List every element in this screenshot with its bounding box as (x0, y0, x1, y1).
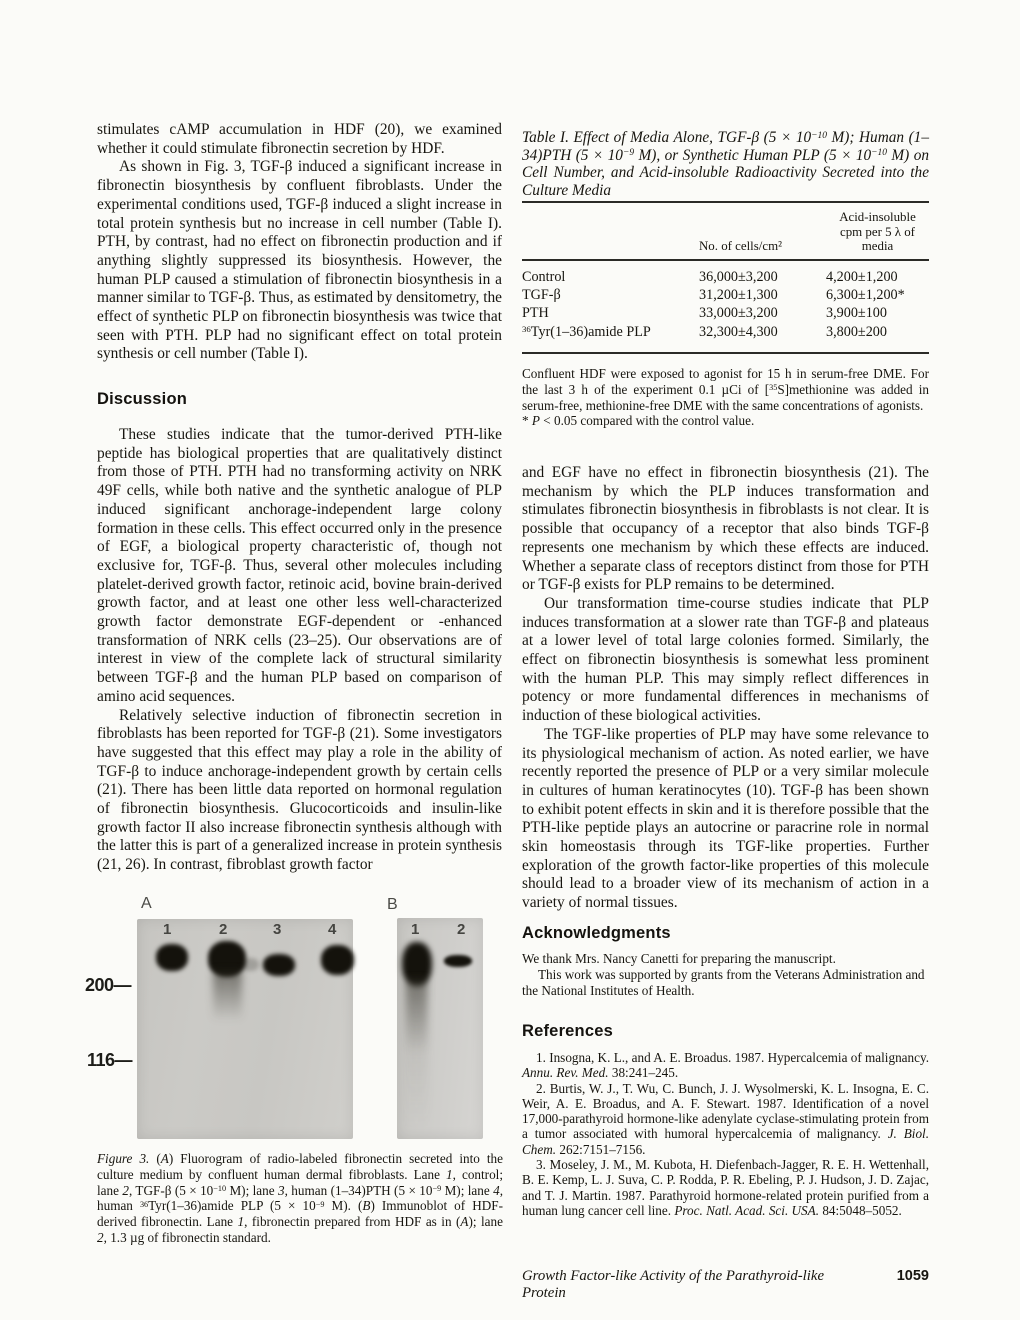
reference-item: 1. Insogna, K. L., and A. E. Broadus. 1987. Hypercalcemia of malignancy. Annu. Rev. Med. 38:241–245. (522, 1050, 929, 1081)
reference-item: 2. Burtis, W. J., T. Wu, C. Bunch, J. J. Wysolmerski, K. L. Insogna, E. C. Weir, A. E. Broadus, and A. F. Stewart. 1987. Identification of a novel 17,000-parathyroid hormone-like adenylate cyclase-stimulating protein from a tumor associated with humoral hypercalcemia of malignancy. J. Biol. Chem. 262:7151–7156. (522, 1080, 929, 1157)
table-header-line: media (861, 239, 894, 254)
lane-number: 3 (273, 921, 282, 938)
table-body (522, 268, 929, 341)
table-rule-mid (522, 259, 929, 261)
ack-paragraph: We thank Mrs. Nancy Canetti for preparing the manuscript. (522, 951, 836, 966)
references-list (522, 1050, 929, 1218)
reference-item: 3. Moseley, J. M., M. Kubota, H. Diefenbach-Jagger, R. E. H. Wettenhall, B. E. Kemp, L. J. Suva, C. P. Rodda, P. R. Ebeling, P. J. Hudson, J. D. Zajac, and T. J. Martin. 1987. Parathyroid hormone-related protein purified from a human lung cancer cell line. Proc. Natl. Acad. Sci. USA. 84:5048–5052. (522, 1157, 929, 1218)
gel-panel-b (397, 918, 483, 1139)
footnote-star: * P < 0.05 compared with the control value. (522, 413, 755, 429)
ack-paragraph: This work was supported by grants from the Veterans Administration and the National Institutes of Health. (522, 967, 925, 998)
table-rule-top (522, 201, 929, 203)
lane-number: 1 (411, 921, 420, 938)
cells-value: 31,200±1,300 (699, 287, 778, 304)
acid-value: 3,900±100 (826, 305, 887, 322)
lane-number: 4 (328, 921, 337, 938)
figure-panel-b-label: B (387, 896, 398, 913)
row-label: Control (522, 269, 566, 285)
acid-value: 4,200±1,200 (826, 269, 898, 285)
right-column-body (522, 464, 929, 913)
gel-panel-a (137, 919, 353, 1139)
row-label: $^{36}$Tyr(1–36)amide PLP (522, 323, 651, 340)
table-header-line: Acid-insoluble (839, 210, 916, 224)
page-footer (522, 1268, 929, 1302)
left-column-top (97, 121, 502, 364)
discussion-heading: Discussion (97, 390, 188, 408)
gel-band-faint (241, 958, 259, 971)
table-header-cells: No. of cells/cm² (699, 239, 782, 254)
body-paragraph: stimulates cAMP accumulation in HDF (20), we examined whether it could stimulate fibronectin secretion by HDF. (97, 121, 502, 157)
gel-band (321, 945, 354, 975)
acknowledgments-text (522, 951, 929, 999)
body-paragraph: As shown in Fig. 3, TGF-β induced a significant increase in fibronectin biosynthesis by confluent fibroblasts. Under the experimental conditions used, TGF-β induced a slight increase in total protein synthesis but no increase in cell number (Table I). PTH, by contrast, had no effect on fibronectin production and if anything slightly suppressed its biosynthesis. However, the human PLP caused a stimulation of fibronectin biosynthesis in a manner similar to TGF-β. Thus, as estimated by densitometry, the effect of synthetic PLP on fibronectin biosynthesis was twice that seen with PTH. PLP had no significant effect on total protein synthesis or cell number (Table I). (97, 158, 502, 363)
lane-number: 2 (219, 921, 228, 938)
body-paragraph: Relatively selective induction of fibronectin secretion in fibroblasts has been reported for TGF-β (21). Some investigators have suggested that this effect may play a role in the ability of TGF-β to induce anchorage-independent growth by certain cells (21). There has been little data reported on hormonal regulation of fibronectin biosynthesis. Glucocorticoids and insulin-like growth factor II also increase fibronectin synthesis although with the latter this is part of a generalized increase in protein synthesis (21, 26). In contrast, fibroblast growth factor (97, 706, 502, 874)
figure-caption: Figure 3. (A) Fluorogram of radio-labeled fibronectin secreted into the culture medium by confluent human dermal fibroblasts. Lane 1, control; lane 2, TGF-β ($5 \times 10^{-10}$ M); lane 3, human (1–34)PTH ($5 \times 10^{-9}$ M); lane 4, human $^{36}$Tyr(1–36)amide PLP ($5 \times 10^{-9}$ M). (B) Immunoblot of HDF-derived fibronectin. Lane 1, fibronectin prepared from HDF as in (A); lane 2, 1.3 µg of fibronectin standard. (97, 1151, 504, 1245)
table-header-row (522, 210, 929, 254)
left-column-discussion (97, 426, 502, 875)
acid-value: 6,300±1,200* (826, 287, 905, 304)
gel-smear-faint (405, 978, 428, 1128)
gel-band (156, 944, 188, 971)
references-heading: References (522, 1022, 613, 1040)
body-paragraph: and EGF have no effect in fibronectin biosynthesis (21). The mechanism by which the PLP induces transformation and stimulates fibronectin biosynthesis in fibroblasts is not clear. It is possible that occupancy of a receptor that also binds TGF-β represents one mechanism by which these effects are induced. Whether a separate class of receptors distinct from those for PTH or TGF-β exists for PLP remains to be determined. (522, 464, 929, 594)
lane-number: 1 (163, 921, 172, 938)
table-row (522, 268, 929, 286)
table-rule-bottom (522, 352, 929, 354)
gel-smear (213, 971, 242, 1021)
cells-value: 32,300±4,300 (699, 323, 778, 340)
lane-number: 2 (457, 921, 466, 938)
footnote-text: Confluent HDF were exposed to agonist for 15 h in serum-free DME. For the last 3 h of the experiment 0.1 µCi of [$^{35}$S]methionine was added in serum-free, methionine-free DME with the same concentrations of agonists. (522, 366, 929, 413)
table-title: Table I. Effect of Media Alone, TGF-β ($5 \times 10^{-10}$ M); Human (1–34)PTH ($5 \times 10^{-9}$ M), or Synthetic Human PLP ($5 \times 10^{-10}$ M) on Cell Number, and Acid-insoluble Radioactivity Secreted into the Culture Media (522, 129, 929, 199)
body-paragraph: The TGF-like properties of PLP may have some relevance to its physiological mechanism of action. As noted earlier, we have recently reported the presence of PLP or a very similar molecule in cultures of human keratinocytes (10). TGF-β has been shown to exhibit potent effects in skin and it is therefore possible that the PTH-like peptide plays an autocrine or paracrine role in normal skin homeostasis through its TGF-like properties. Further exploration of the growth factor-like properties of this molecule should lead to a broader view of its mechanism of action in a variety of normal tissues. (522, 725, 929, 912)
table-1 (522, 201, 929, 354)
figure-panel-a-label: A (141, 895, 152, 912)
table-row (522, 323, 929, 341)
acknowledgments-heading: Acknowledgments (522, 924, 671, 942)
table-row (522, 286, 929, 304)
body-paragraph: These studies indicate that the tumor-derived PTH-like peptide has biological properties that are qualitatively distinct from those of PTH. PTH had no transforming activity on NRK 49F cells, while both native and the synthetic analogue of PLP induced significant anchorage-independent large colony formation in these cells. This effect occurred only in the presence of EGF, a biological property characteristic of, though not exclusive for, TGF-β. Thus, several other molecules including platelet-derived growth factor, retinoic acid, bovine brain-derived growth factor, and at least one other less well-characterized growth factor demonstrate EGF-dependent or -enhanced transformation of NRK cells (23–25). Our observations are of interest in view of the complete lack of structural similarity between TGF-β and the human PLP based on comparison of amino acid sequences. (97, 426, 502, 705)
table-header-acid (826, 210, 929, 254)
table-row (522, 304, 929, 322)
gel-band (444, 955, 472, 967)
table-header-empty (522, 210, 699, 254)
mw-marker-116: 116— (87, 1050, 133, 1070)
row-label: TGF-β (522, 287, 561, 304)
table-header-line: cpm per 5 λ of (840, 224, 915, 239)
mw-marker-200: 200— (85, 975, 132, 995)
acid-value: 3,800±200 (826, 323, 887, 340)
cells-value: 36,000±3,200 (699, 269, 778, 285)
body-paragraph: Our transformation time-course studies indicate that PLP induces transformation at a slower rate than TGF-β and plateaus at a lower level of total large colonies formed. Similarly, the effect on fibronectin biosynthesis is somewhat less prominent with the human PLP. This may simply reflect differences in potency or more fundamental differences in mechanisms of induction of these biological activities. (522, 594, 929, 725)
page-number: 1059 (896, 1268, 929, 1284)
cells-value: 33,000±3,200 (699, 305, 778, 322)
running-title: Growth Factor-like Activity of the Parathyroid-like Protein (522, 1268, 825, 1301)
row-label: PTH (522, 305, 549, 322)
table-footnote (522, 366, 929, 429)
gel-band (263, 954, 295, 976)
